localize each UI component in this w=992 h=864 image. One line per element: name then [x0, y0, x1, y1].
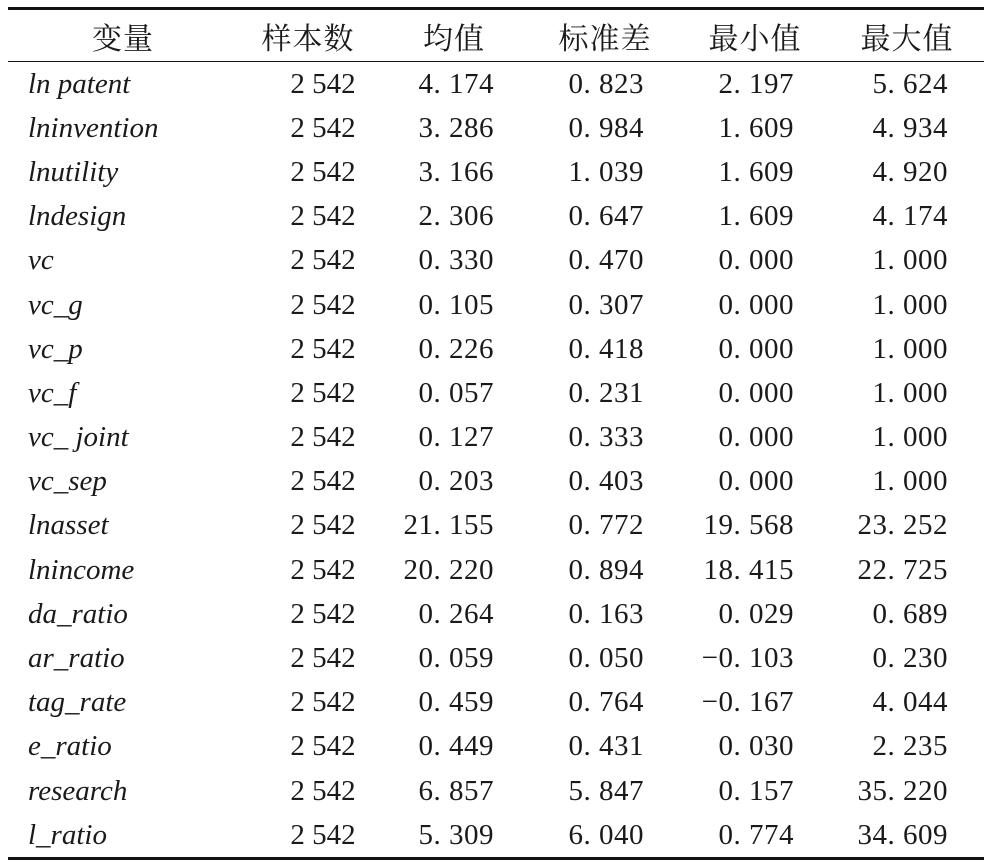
cell-mean: 0. 459	[418, 686, 494, 719]
cell-variable: vc_g	[28, 288, 83, 321]
cell-sample-size: 2 542	[290, 111, 356, 144]
table-row	[8, 62, 984, 107]
table-row	[8, 150, 984, 194]
cell-std-dev: 5. 847	[568, 774, 644, 807]
cell-std-dev: 0. 403	[568, 465, 644, 498]
cell-max: 1. 000	[872, 288, 948, 321]
cell-variable: lnasset	[28, 509, 109, 542]
cell-sample-size: 2 542	[290, 421, 356, 454]
cell-sample-size: 2 542	[290, 730, 356, 763]
cell-mean: 0. 264	[418, 597, 494, 630]
cell-max: 23. 252	[857, 509, 948, 542]
cell-std-dev: 1. 039	[568, 155, 644, 188]
table-row	[8, 504, 984, 548]
cell-mean: 6. 857	[418, 774, 494, 807]
cell-mean: 0. 203	[418, 465, 494, 498]
cell-variable: vc_ joint	[28, 421, 129, 454]
cell-min: 0. 000	[718, 465, 794, 498]
cell-std-dev: 0. 333	[568, 421, 644, 454]
table-row	[8, 769, 984, 813]
cell-variable: l_ratio	[28, 818, 107, 851]
cell-variable: ar_ratio	[28, 642, 125, 675]
cell-min: 18. 415	[703, 553, 794, 586]
cell-variable: tag_rate	[28, 686, 127, 719]
cell-sample-size: 2 542	[290, 774, 356, 807]
header-row	[8, 9, 984, 62]
cell-min: 0. 000	[718, 332, 794, 365]
cell-mean: 0. 059	[418, 642, 494, 675]
cell-min: 1. 609	[718, 200, 794, 233]
cell-sample-size: 2 542	[290, 818, 356, 851]
cell-variable: vc_f	[28, 376, 77, 409]
cell-sample-size: 2 542	[290, 509, 356, 542]
table-row	[8, 813, 984, 859]
cell-mean: 5. 309	[418, 818, 494, 851]
cell-min: 0. 000	[718, 244, 794, 277]
cell-mean: 2. 306	[418, 200, 494, 233]
table-row	[8, 592, 984, 636]
cell-min: 0. 000	[718, 421, 794, 454]
cell-std-dev: 0. 163	[568, 597, 644, 630]
table-row	[8, 460, 984, 504]
cell-sample-size: 2 542	[290, 244, 356, 277]
cell-max: 5. 624	[872, 67, 948, 100]
cell-sample-size: 2 542	[290, 553, 356, 586]
cell-std-dev: 0. 418	[568, 332, 644, 365]
table-row	[8, 416, 984, 460]
cell-mean: 0. 057	[418, 376, 494, 409]
table-row	[8, 327, 984, 371]
cell-std-dev: 0. 307	[568, 288, 644, 321]
cell-max: 35. 220	[857, 774, 948, 807]
cell-max: 1. 000	[872, 244, 948, 277]
cell-max: 1. 000	[872, 376, 948, 409]
cell-min: 0. 029	[718, 597, 794, 630]
table-row	[8, 106, 984, 150]
cell-sample-size: 2 542	[290, 332, 356, 365]
cell-min: 0. 000	[718, 288, 794, 321]
cell-max: 1. 000	[872, 421, 948, 454]
cell-mean: 4. 174	[418, 67, 494, 100]
cell-sample-size: 2 542	[290, 686, 356, 719]
cell-max: 0. 230	[872, 642, 948, 675]
cell-max: 4. 934	[872, 111, 948, 144]
cell-std-dev: 0. 050	[568, 642, 644, 675]
table-row	[8, 371, 984, 415]
cell-min: 19. 568	[703, 509, 794, 542]
cell-mean: 0. 105	[418, 288, 494, 321]
cell-sample-size: 2 542	[290, 642, 356, 675]
cell-min: 2. 197	[718, 67, 794, 100]
cell-sample-size: 2 542	[290, 597, 356, 630]
cell-max: 2. 235	[872, 730, 948, 763]
cell-variable: da_ratio	[28, 597, 128, 630]
cell-min: 1. 609	[718, 155, 794, 188]
descriptive-stats-table	[8, 7, 984, 860]
table-header	[8, 9, 984, 62]
cell-variable: e_ratio	[28, 730, 112, 763]
cell-mean: 3. 286	[418, 111, 494, 144]
cell-max: 4. 174	[872, 200, 948, 233]
cell-mean: 0. 449	[418, 730, 494, 763]
cell-max: 4. 920	[872, 155, 948, 188]
cell-max: 34. 609	[857, 818, 948, 851]
cell-variable: lnutility	[28, 155, 119, 188]
cell-variable: vc_sep	[28, 465, 107, 498]
cell-min: 1. 609	[718, 111, 794, 144]
cell-std-dev: 0. 231	[568, 376, 644, 409]
table-row	[8, 681, 984, 725]
header-sample-size: 样本数	[261, 21, 355, 57]
cell-variable: lndesign	[28, 200, 127, 233]
cell-std-dev: 0. 431	[568, 730, 644, 763]
cell-std-dev: 0. 764	[568, 686, 644, 719]
cell-sample-size: 2 542	[290, 67, 356, 100]
cell-sample-size: 2 542	[290, 288, 356, 321]
cell-mean: 20. 220	[403, 553, 494, 586]
header-std-dev: 标准差	[558, 21, 652, 57]
cell-mean: 0. 127	[418, 421, 494, 454]
cell-std-dev: 6. 040	[568, 818, 644, 851]
cell-sample-size: 2 542	[290, 376, 356, 409]
table-row	[8, 548, 984, 592]
cell-mean: 21. 155	[403, 509, 494, 542]
table-row	[8, 239, 984, 283]
cell-std-dev: 0. 984	[568, 111, 644, 144]
cell-variable: research	[28, 774, 128, 807]
cell-max: 0. 689	[872, 597, 948, 630]
table-row	[8, 195, 984, 239]
cell-max: 4. 044	[872, 686, 948, 719]
cell-variable: lnincome	[28, 553, 135, 586]
cell-min: 0. 000	[718, 376, 794, 409]
cell-min: 0. 774	[718, 818, 794, 851]
cell-variable: vc	[28, 244, 54, 277]
cell-variable: lninvention	[28, 111, 159, 144]
header-min: 最小值	[708, 21, 802, 57]
cell-std-dev: 0. 647	[568, 200, 644, 233]
header-variable: 变量	[92, 21, 154, 57]
cell-mean: 0. 330	[418, 244, 494, 277]
cell-max: 1. 000	[872, 465, 948, 498]
cell-sample-size: 2 542	[290, 465, 356, 498]
table-row	[8, 283, 984, 327]
cell-min: −0. 103	[701, 642, 794, 675]
cell-mean: 3. 166	[418, 155, 494, 188]
cell-sample-size: 2 542	[290, 200, 356, 233]
cell-variable: ln patent	[28, 67, 131, 100]
cell-std-dev: 0. 772	[568, 509, 644, 542]
cell-min: −0. 167	[701, 686, 794, 719]
cell-max: 1. 000	[872, 332, 948, 365]
table-row	[8, 725, 984, 769]
cell-sample-size: 2 542	[290, 155, 356, 188]
table-body	[8, 62, 984, 859]
cell-std-dev: 0. 823	[568, 67, 644, 100]
cell-mean: 0. 226	[418, 332, 494, 365]
cell-max: 22. 725	[857, 553, 948, 586]
table-row	[8, 636, 984, 680]
cell-std-dev: 0. 470	[568, 244, 644, 277]
descriptive-stats-table-wrapper	[8, 7, 984, 860]
header-mean: 均值	[423, 21, 485, 57]
header-max: 最大值	[860, 21, 954, 57]
cell-min: 0. 030	[718, 730, 794, 763]
cell-std-dev: 0. 894	[568, 553, 644, 586]
cell-min: 0. 157	[718, 774, 794, 807]
cell-variable: vc_p	[28, 332, 83, 365]
